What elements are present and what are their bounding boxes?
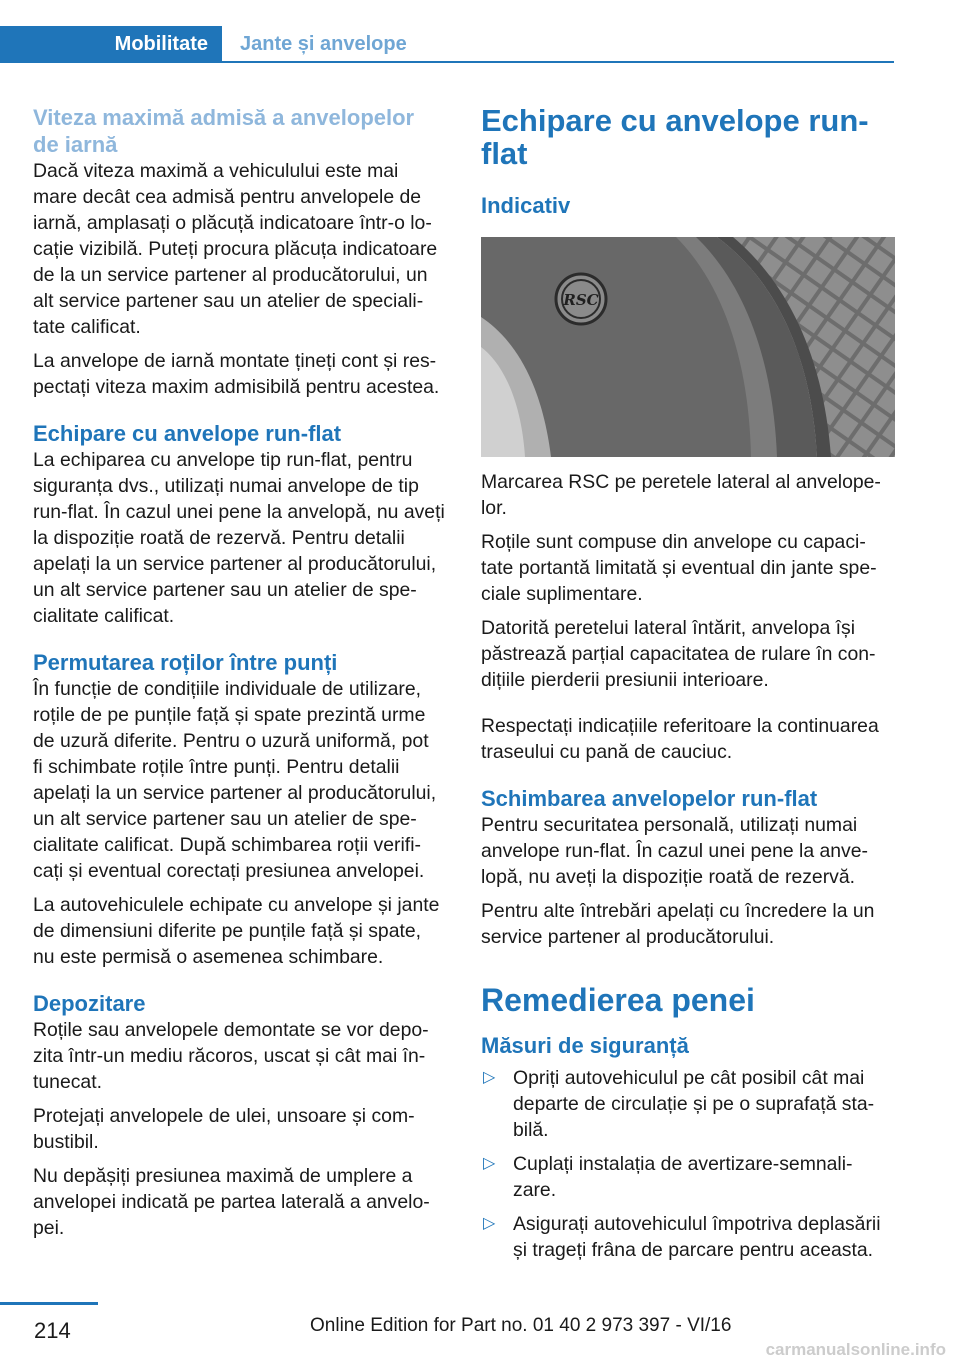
text-line: cați și eventual corectați presiunea anvelopei.: [33, 860, 425, 882]
text-line: lopă, nu aveți la dispoziție roată de rezervă.: [481, 866, 856, 888]
text-line: ciale suplimentare.: [481, 583, 643, 605]
safety-list-item: [481, 1211, 897, 1263]
text-line: Opriți autovehiculul pe cât posibil cât mai: [513, 1067, 865, 1089]
text-line: Datorită peretelui lateral întărit, anvelopa își: [481, 617, 856, 639]
winter-speed-paragraph-1: [33, 158, 449, 340]
online-edition-label: Online Edition for Part no. 01 40 2 973 397 - VI/16: [310, 1315, 732, 1336]
rsc-tire-image: [481, 237, 895, 457]
change-paragraph-2: [481, 898, 897, 950]
swap-paragraph-2: [33, 892, 449, 970]
text-line: Dacă viteza maximă a vehiculului este mai: [33, 160, 399, 182]
text-line: Pentru securitatea personală, utilizați numai: [481, 814, 858, 836]
text-line: apelați la un service partener al producătorului,: [33, 782, 437, 804]
text-line: Nu depășiți presiunea maximă de umplere a: [33, 1165, 413, 1187]
change-paragraph-1: [481, 812, 897, 890]
storage-paragraph-1: [33, 1017, 449, 1095]
triangle-bullet-icon: ▷: [483, 1069, 496, 1086]
indicator-title: Indicativ: [481, 193, 571, 218]
marking-paragraph: [481, 469, 897, 521]
text-line: traseului cu pană de cauciuc.: [481, 741, 733, 763]
header-divider: [0, 61, 894, 63]
text-line: cialitate calificat.: [33, 605, 175, 627]
text-line: La autovehiculele echipate cu anvelope și jante: [33, 894, 440, 916]
text-line: Asigurați autovehiculul împotriva deplasării: [513, 1213, 881, 1235]
safety-title: Măsuri de siguranță: [481, 1033, 689, 1058]
text-line: În funcție de condițiile individuale de utilizare,: [33, 678, 422, 700]
text-line: Roțile sunt compuse din anvelope cu capaci‐: [481, 531, 866, 553]
text-line: iarnă, amplasați o plăcuță indicatoare într-o lo‐: [33, 212, 432, 234]
winter-speed-title: Viteza maximă admisă a anvelopelor de iarnă: [33, 105, 415, 157]
change-runflat-title: Schimbarea anvelopelor run-flat: [481, 786, 818, 811]
safety-list: [481, 1065, 897, 1263]
text-line: cialitate calificat. După schimbarea roții verifi‐: [33, 834, 421, 856]
text-line: Roțile sau anvelopele demontate se vor depo‐: [33, 1019, 429, 1041]
text-line: Cuplați instalația de avertizare-semnali‐: [513, 1153, 853, 1175]
text-line: nu este permisă o asemenea schimbare.: [33, 946, 384, 968]
rsc-logo-text: RSC: [563, 291, 599, 309]
text-line: mare decât cea admisă pentru anvelopele de: [33, 186, 422, 208]
wheels-paragraph: [481, 529, 897, 607]
text-line: Marcarea RSC pe peretele lateral al anvelope‐: [481, 471, 881, 493]
safety-list-item: [481, 1065, 897, 1143]
runflat-title-right: Echipare cu anvelope run- flat: [481, 103, 869, 171]
text-line: Respectați indicațiile referitoare la continuarea: [481, 715, 879, 737]
triangle-bullet-icon: ▷: [483, 1155, 496, 1172]
text-line: lor.: [481, 497, 507, 519]
storage-paragraph-2: [33, 1103, 449, 1155]
text-line: La echiparea cu anvelope tip run-flat, pentru: [33, 449, 413, 471]
text-line: pectați viteza maxim admisibilă pentru acestea.: [33, 376, 440, 398]
watermark: carmanualsonline.info: [765, 1340, 946, 1359]
runflat-paragraph: [33, 447, 449, 629]
winter-speed-paragraph-2: [33, 348, 449, 400]
text-line: siguranța dvs., utilizați numai anvelope de tip: [33, 475, 419, 497]
text-line: un alt service partener sau un atelier de spe‐: [33, 808, 417, 830]
respect-paragraph: [481, 713, 897, 765]
storage-paragraph-3: [33, 1163, 449, 1241]
text-line: tunecat.: [33, 1071, 102, 1093]
text-line: un alt service partener sau un atelier de spe‐: [33, 579, 417, 601]
section-tab-mobilitate[interactable]: Mobilitate: [0, 26, 222, 62]
footer-divider: [0, 1302, 98, 1305]
text-line: de la un service partener al producătorului, un: [33, 264, 428, 286]
text-line: La anvelope de iarnă montate țineți cont și res‐: [33, 350, 437, 372]
text-line: cație vizibilă. Puteți procura plăcuța indicatoare: [33, 238, 438, 260]
text-line: service partener al producătorului.: [481, 926, 775, 948]
text-line: apelați la un service partener al producătorului,: [33, 553, 437, 575]
text-line: bilă.: [513, 1119, 549, 1141]
swap-paragraph-1: [33, 676, 449, 884]
storage-title: Depozitare: [33, 991, 146, 1016]
text-line: tate calificat.: [33, 316, 141, 338]
text-line: run-flat. În cazul unei pene la anvelopă, nu aveți: [33, 501, 445, 523]
text-line: zare.: [513, 1179, 557, 1201]
text-line: pei.: [33, 1217, 65, 1239]
text-line: la dispoziție roată de rezervă. Pentru detalii: [33, 527, 405, 549]
text-line: fi schimbate roțile între punți. Pentru detalii: [33, 756, 400, 778]
safety-list-item: [481, 1151, 897, 1203]
runflat-title-left: Echipare cu anvelope run-flat: [33, 421, 342, 446]
text-line: anvelope run-flat. În cazul unei pene la anve‐: [481, 840, 868, 862]
text-line: anvelopei indicată pe partea laterală a anvelo‐: [33, 1191, 430, 1213]
text-line: roțile de pe punțile față și spate prezintă urme: [33, 704, 426, 726]
sidewall-paragraph: [481, 615, 897, 693]
text-line: alt service partener sau un atelier de speciali‐: [33, 290, 424, 312]
swap-title: Permutarea roților între punți: [33, 650, 338, 675]
text-line: zita într-un mediu răcoros, uscat și cât mai în‐: [33, 1045, 426, 1067]
left-column: [33, 104, 449, 1249]
text-line: tate portantă limitată și eventual din jante spe‐: [481, 557, 877, 579]
text-line: de dimensiuni diferite pe punțile față și spate,: [33, 920, 422, 942]
text-line: Protejați anvelopele de ulei, unsoare și com‐: [33, 1105, 415, 1127]
text-line: Pentru alte întrebări apelați cu încredere la un: [481, 900, 875, 922]
text-line: departe de circulație și pe o suprafață sta‐: [513, 1093, 875, 1115]
text-line: de uzură diferite. Pentru o uzură uniformă, pot: [33, 730, 429, 752]
right-column: [481, 104, 897, 1271]
repair-title: Remedierea penei: [481, 982, 755, 1018]
triangle-bullet-icon: ▷: [483, 1215, 496, 1232]
text-line: și trageți frâna de parcare pentru aceasta.: [513, 1239, 874, 1261]
text-line: dițiile pierderii presiunii interioare.: [481, 669, 769, 691]
section-tab-jante[interactable]: Jante și anvelope: [240, 32, 407, 55]
text-line: bustibil.: [33, 1131, 99, 1153]
text-line: păstrează parțial capacitatea de rulare în con‐: [481, 643, 876, 665]
page-number: 214: [34, 1318, 71, 1343]
